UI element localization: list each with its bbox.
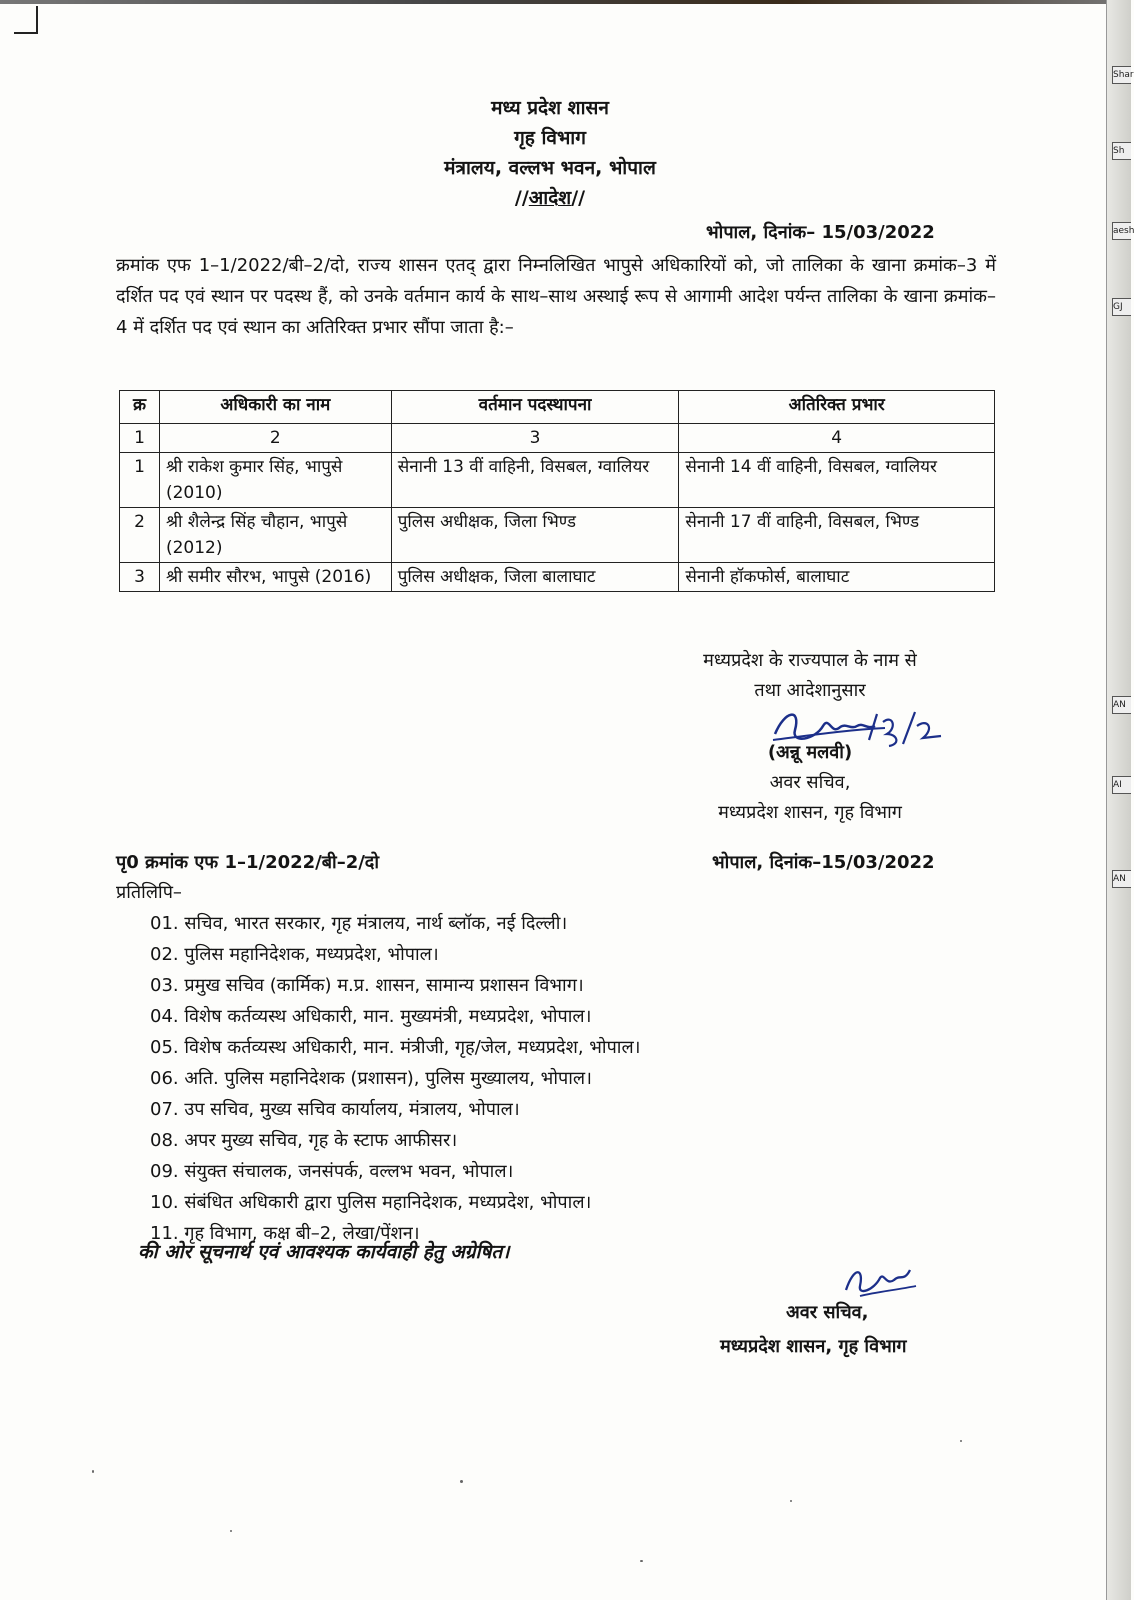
order-date: भोपाल, दिनांक– 15/03/2022 [706,222,935,243]
order-heading-suffix: // [571,187,586,209]
endorsement-reference: पृ0 क्रमांक एफ 1–1/2022/बी–2/दो [116,852,380,873]
table-cell: सेनानी 14 वीं वाहिनी, विसबल, ग्वालियर [679,453,995,508]
signatory-designation: अवर सचिव, [769,772,851,793]
margin-tab: GJ [1112,298,1131,316]
scan-speck [960,1440,962,1442]
scan-speck [790,1500,792,1502]
table-row [120,563,995,592]
list-item: 02. पुलिस महानिदेशक, मध्यप्रदेश, भोपाल। [150,944,439,965]
table-cell: 2 [159,424,391,453]
list-item: 03. प्रमुख सचिव (कार्मिक) म.प्र. शासन, सामान्य प्रशासन विभाग। [150,975,584,996]
order-heading [0,184,1100,210]
list-item: 08. अपर मुख्य सचिव, गृह के स्टाफ आफीसर। [150,1130,458,1151]
copy-label: प्रतिलिपि– [116,882,182,903]
scan-corner-mark [14,6,38,34]
list-item: 07. उप सचिव, मुख्य सचिव कार्यालय, मंत्रालय, भोपाल। [150,1099,520,1120]
table-cell: सेनानी 17 वीं वाहिनी, विसबल, भिण्ड [679,508,995,563]
order-heading-prefix: // [514,187,529,209]
table-cell: सेनानी 13 वीं वाहिनी, विसबल, ग्वालियर [391,453,679,508]
scan-speck [460,1480,463,1483]
table-header-row [120,391,995,424]
signature-authority-line1: मध्यप्रदेश के राज्यपाल के नाम से [703,650,917,671]
table-cell: पुलिस अधीक्षक, जिला भिण्ड [391,508,679,563]
table-cell: श्री राकेश कुमार सिंह, भापुसे (2010) [159,453,391,508]
scan-speck [92,1470,94,1473]
table-row [120,453,995,508]
table-cell: श्री समीर सौरभ, भापुसे (2016) [159,563,391,592]
endorsement-signatory-designation: अवर सचिव, [786,1302,869,1323]
table-header-cell: वर्तमान पदस्थापना [391,391,679,424]
scan-right-edge [1106,0,1131,1600]
scan-speck [230,1530,232,1532]
table-header-cell: अतिरिक्त प्रभार [679,391,995,424]
copy-recipients-list [150,908,641,1249]
header-government: मध्य प्रदेश शासन [491,97,609,119]
handwritten-initials [840,1256,920,1302]
margin-tab: AN [1112,870,1131,888]
table-header-cell: क्र [120,391,160,424]
list-item: 04. विशेष कर्तव्यस्थ अधिकारी, मान. मुख्यमंत्री, मध्यप्रदेश, भोपाल। [150,1006,592,1027]
margin-tab: Sh [1112,142,1131,160]
header-department: गृह विभाग [514,127,586,149]
margin-tab: Shar [1112,66,1131,84]
endorsement-date: भोपाल, दिनांक–15/03/2022 [712,852,935,873]
margin-tab: AI [1112,776,1131,794]
signatory-department: मध्यप्रदेश शासन, गृह विभाग [718,802,902,823]
table-cell: सेनानी हॉकफोर्स, बालाघाट [679,563,995,592]
officers-table [119,390,995,592]
table-column-number-row [120,424,995,453]
scan-top-edge [0,0,1131,4]
table-cell: 3 [391,424,679,453]
order-body-text: क्रमांक एफ 1–1/2022/बी–2/दो, राज्य शासन एतद् द्वारा निम्नलिखित भापुसे अधिकारियों को, जो तालिका के खाना क्रमांक–3 में दर्शित पद एवं स्थान पर पदस्थ हैं, को उनके वर्तमान कार्य के साथ–साथ अस्थाई रूप से आगामी आदेश पर्यन्त तालिका के खाना क्रमांक–4 में दर्शित पद एवं स्थान का अतिरिक्त प्रभार सौंपा जाता है:– [116,255,996,338]
closing-forward-text: की ओर सूचनार्थ एवं आवश्यक कार्यवाही हेतु अग्रेषित। [138,1241,510,1263]
table-row [120,508,995,563]
header-address: मंत्रालय, वल्लभ भवन, भोपाल [444,157,656,179]
list-item: 10. संबंधित अधिकारी द्वारा पुलिस महानिदेशक, मध्यप्रदेश, भोपाल। [150,1192,592,1213]
table-cell: 3 [120,563,160,592]
table-cell: 4 [679,424,995,453]
table-cell: श्री शैलेन्द्र सिंह चौहान, भापुसे (2012) [159,508,391,563]
scan-speck [640,1560,643,1562]
list-item: 01. सचिव, भारत सरकार, गृह मंत्रालय, नार्थ ब्लॉक, नई दिल्ली। [150,913,568,934]
signature-authority-line2: तथा आदेशानुसार [754,680,866,701]
margin-tab: aesh [1112,222,1131,240]
margin-tab: AN [1112,696,1131,714]
table-cell: 1 [120,453,160,508]
list-item: 06. अति. पुलिस महानिदेशक (प्रशासन), पुलिस मुख्यालय, भोपाल। [150,1068,592,1089]
table-cell: 2 [120,508,160,563]
signatory-name: (अन्नू मलवी) [767,742,853,763]
table-cell: पुलिस अधीक्षक, जिला बालाघाट [391,563,679,592]
endorsement-signatory-department: मध्यप्रदेश शासन, गृह विभाग [720,1336,907,1357]
table-header-cell: अधिकारी का नाम [159,391,391,424]
table-cell: 1 [120,424,160,453]
list-item: 11. गृह विभाग, कक्ष बी–2, लेखा/पेंशन। [150,1223,420,1244]
list-item: 09. संयुक्त संचालक, जनसंपर्क, वल्लभ भवन, भोपाल। [150,1161,514,1182]
list-item: 05. विशेष कर्तव्यस्थ अधिकारी, मान. मंत्रीजी, गृह/जेल, मध्यप्रदेश, भोपाल। [150,1037,641,1058]
order-heading-title: आदेश [528,187,572,209]
